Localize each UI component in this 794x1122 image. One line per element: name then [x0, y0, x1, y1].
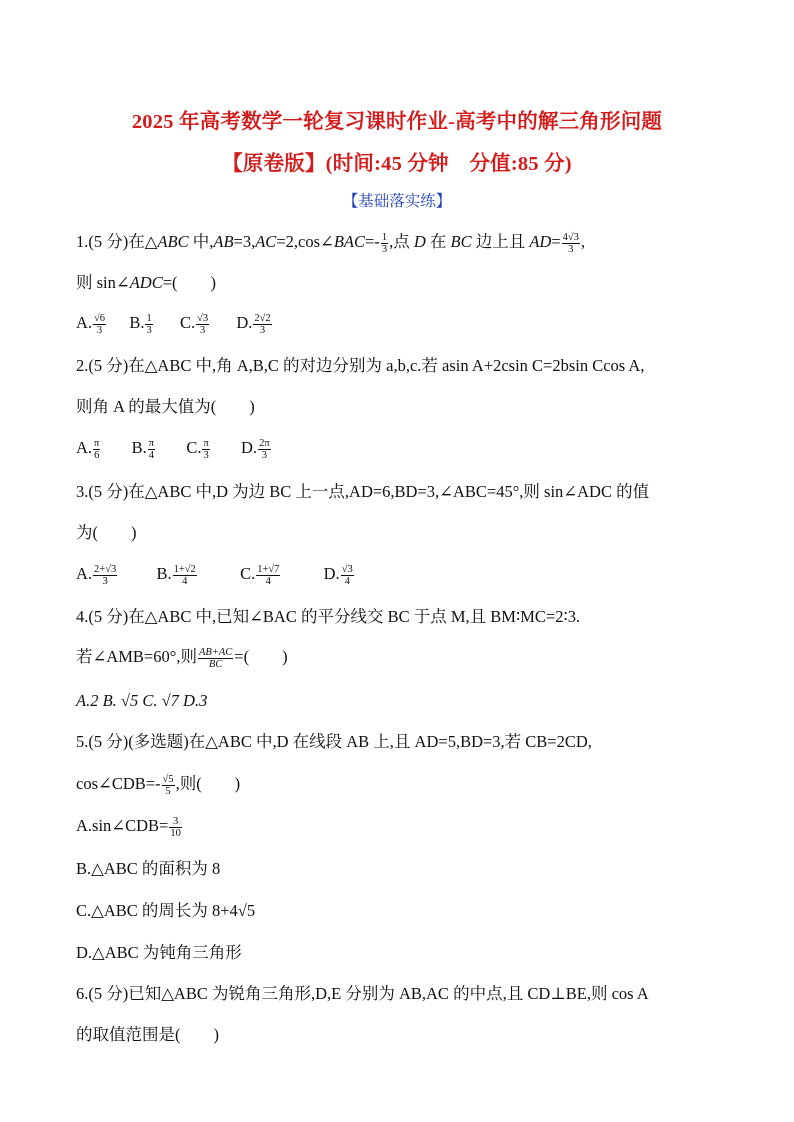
fraction: $\frac{4√3}{3}$	[562, 231, 579, 255]
fraction: $\frac{1}{3}$	[381, 231, 388, 255]
q2-stem-line-2: 则角 A 的最大值为( )	[76, 397, 255, 416]
q4-options: A.2 B. √5 C. √7 D.3	[76, 691, 208, 710]
title-line-1: 2025 年高考数学一轮复习课时作业-高考中的解三角形问题	[131, 111, 663, 133]
q3-options: A. $\frac{2+√3}{3}$ B. $\frac{1+√2}{4}$ C. $\frac{1+√7}{4}$ D. $\frac{√3}{4}$	[76, 563, 353, 587]
q1-options: A. $\frac{√6}{3}$ B. $\frac{1}{3}$ C. $\frac{√3}{3}$ D. $\frac{2√2}{3}$	[76, 312, 271, 336]
q6-stem-line-2: 的取值范围是( )	[76, 1025, 219, 1044]
q3-stem-line-2: 为( )	[76, 523, 137, 542]
q2-options: A. $\frac{\pi}{6}$ B. $\frac{\pi}{4}$ C. $\frac{\pi}{3}$ D. $\frac{2\pi}{3}$	[76, 437, 270, 461]
q5-option-b: B.△ABC 的面积为 8	[76, 859, 221, 878]
q5-stem-line-1: 5.(5 分)(多选题)在△ABC 中,D 在线段 AB 上,且 AD=5,BD=3,若 CB=2CD,	[76, 732, 592, 751]
q4-stem-line-2: 若∠AMB=60°,则 $\frac{AB+AC}{BC}$ =( )	[76, 646, 288, 670]
q1-stem-line-2: 则 sin∠ADC=( )	[76, 273, 217, 292]
q3-stem-line-1: 3.(5 分)在△ABC 中,D 为边 BC 上一点,AD=6,BD=3,∠ABC=45°,则 sin∠ADC 的值	[76, 482, 650, 501]
q5-option-d: D.△ABC 为钝角三角形	[76, 943, 242, 962]
q6-stem-line-1: 6.(5 分)已知△ABC 为锐角三角形,D,E 分别为 AB,AC 的中点,且 CD⊥BE,则 cos A	[76, 984, 649, 1003]
q5-stem-line-2: cos∠CDB=- $\frac{√5}{5}$ ,则( )	[76, 773, 241, 797]
q2-stem-line-1: 2.(5 分)在△ABC 中,角 A,B,C 的对边分别为 a,b,c.若 asin A+2csin C=2bsin Ccos A,	[76, 356, 645, 375]
section-heading: 【基础落实练】	[342, 192, 452, 210]
q5-option-c: C.△ABC 的周长为 8+4√5	[76, 901, 256, 920]
q1-stem-line-1: 1.(5 分)在△ABC 中,AB=3,AC=2,cos∠BAC=- $\frac{1}{3}$ ,点 D 在 BC 边上且 AD= $\frac{4√3}{3}$ ,	[76, 231, 586, 255]
q4-stem-line-1: 4.(5 分)在△ABC 中,已知∠BAC 的平分线交 BC 于点 M,且 BM∶MC=2∶3.	[76, 607, 581, 626]
title-line-2: 【原卷版】(时间:45 分钟 分值:85 分)	[222, 153, 572, 175]
q5-option-a: A.sin∠CDB= $\frac{3}{10}$	[76, 815, 181, 839]
